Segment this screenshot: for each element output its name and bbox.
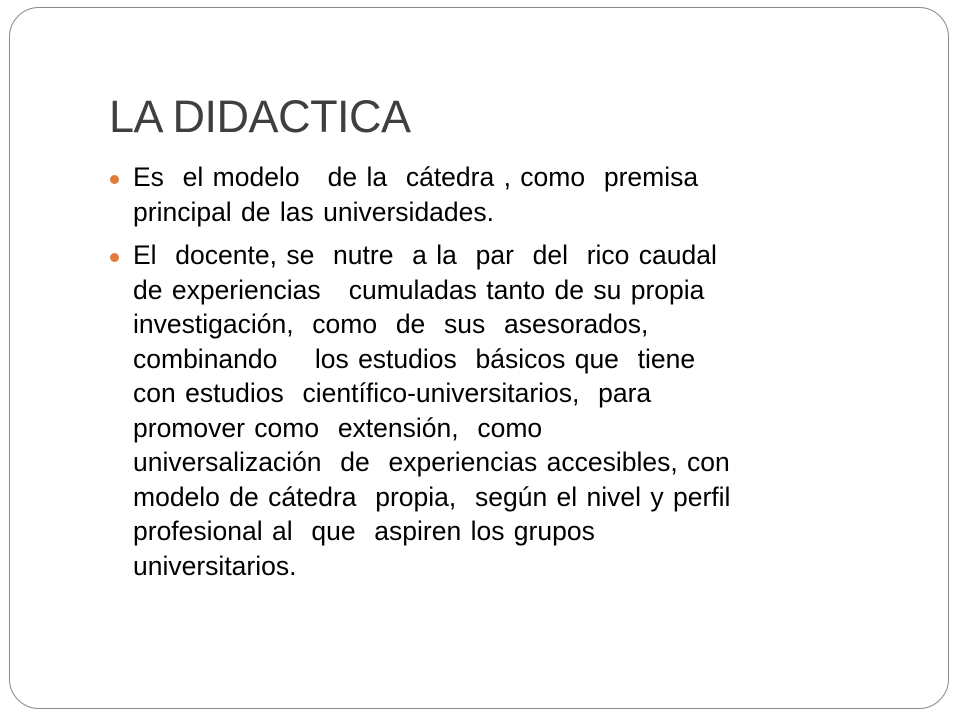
bullet-line: promover como extensión, como [133,412,543,443]
bullet-text-2 [133,238,926,583]
bullet-dot-icon [110,175,119,184]
bullet-line: principal de las universidades. [133,196,495,227]
bullet-line: universitarios. [133,550,297,581]
bullet-line: universalización de experiencias accesibles, con [133,447,730,477]
bullet-line: profesional al que aspiren los grupos [133,516,595,546]
bullet-dot-icon [110,253,119,262]
bullet-line: modelo de cátedra propia, según el nivel y perfil [133,481,731,512]
bullet-list [106,160,926,592]
slide-title: LA DIDACTICA [109,91,411,142]
bullet-line: combinando los estudios básicos que tiene [133,343,696,374]
bullet-line: investigación, como de sus asesorados, [133,309,649,339]
bullet-line: El docente, se nutre a la par del rico caudal [133,240,717,270]
bullet-item-2 [106,238,926,583]
bullet-text-1 [133,160,926,229]
slide-frame [9,7,949,709]
bullet-line: con estudios científico-universitarios, para [133,378,652,408]
bullet-item-1 [106,160,926,229]
bullet-line: Es el modelo de la cátedra , como premisa [133,162,699,192]
bullet-line: de experiencias cumuladas tanto de su propia [133,274,705,305]
